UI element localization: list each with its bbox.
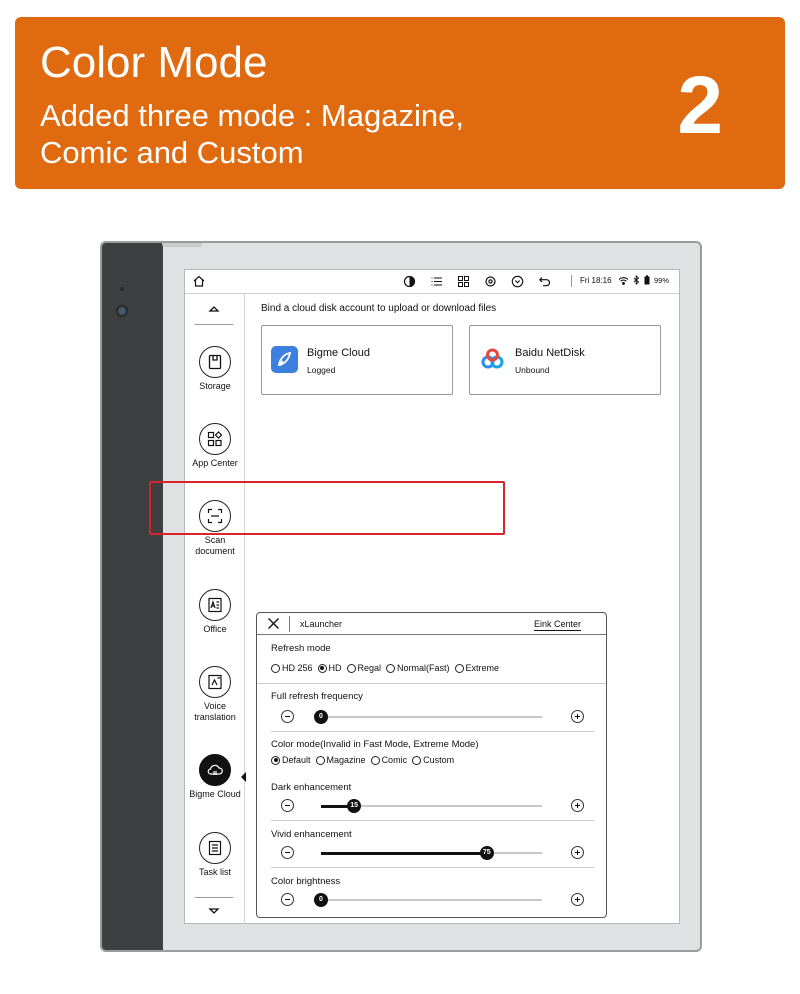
vivid-enhancement-slider[interactable] [271,845,601,861]
chevron-down-icon[interactable] [511,275,524,288]
radio-button[interactable] [318,664,327,673]
apps-icon[interactable] [457,275,470,288]
plus-icon[interactable] [571,710,584,723]
color-option-custom[interactable] [412,755,454,765]
sidebar-divider-bottom [195,897,233,898]
color-brightness-title: Color brightness [271,876,341,887]
full-refresh-slider[interactable] [271,709,601,725]
slider-knob[interactable]: 0 [314,710,328,724]
section-divider [271,867,594,868]
color-mode-options [271,755,454,765]
ereader-device [100,241,702,952]
app-center-icon [199,423,231,455]
slider-track[interactable] [321,849,542,856]
cloud-hint-text: Bind a cloud disk account to upload or download files [261,303,497,314]
sidebar-item-label: Voice translation [194,701,236,722]
plus-icon[interactable] [571,893,584,906]
banner-step-number: 2 [677,60,723,151]
option-label: Normal(Fast) [397,663,450,673]
sidebar-nav [185,294,245,925]
sidebar-item-app-center[interactable] [185,423,245,469]
eink-center-panel [256,612,607,918]
slider-knob[interactable]: 0 [314,893,328,907]
status-bar [185,270,679,294]
home-icon[interactable] [192,274,206,288]
section-divider [271,820,594,821]
device-screen [184,269,680,924]
clock: Fri 18:16 [580,276,612,285]
refresh-option-normal[interactable] [386,663,450,673]
close-icon[interactable] [267,617,280,630]
list-icon[interactable] [430,275,443,288]
panel-app-name: xLauncher [300,619,343,629]
wifi-icon [618,276,629,285]
option-label: Custom [423,755,455,765]
option-label: HD [328,663,342,673]
refresh-option-regal[interactable] [347,663,382,673]
plus-icon[interactable] [571,799,584,812]
plus-icon[interactable] [571,846,584,859]
device-power-button [162,241,202,247]
option-label: Extreme [465,663,500,673]
color-brightness-slider[interactable] [271,892,601,908]
sidebar-item-office[interactable] [185,589,245,635]
refresh-option-hd256[interactable] [271,663,313,673]
scroll-up-icon[interactable] [208,304,220,314]
sidebar-item-label: Office [203,624,227,634]
device-bezel [102,243,163,950]
card-status: Unbound [515,365,550,375]
radio-button[interactable] [371,756,380,765]
minus-icon[interactable] [281,893,294,906]
refresh-option-hd[interactable] [318,663,342,673]
system-indicators [618,275,669,285]
refresh-mode-icon[interactable] [403,275,416,288]
office-icon [199,589,231,621]
slider-track[interactable] [319,896,542,903]
active-item-pointer [241,772,246,782]
radio-button[interactable] [347,664,356,673]
color-option-magazine[interactable] [316,755,366,765]
radio-button[interactable] [316,756,325,765]
color-option-comic[interactable] [371,755,408,765]
header-divider [289,616,290,632]
sidebar-item-label: Storage [199,381,231,391]
slider-track[interactable] [321,802,542,809]
sidebar-item-label: Bigme Cloud [189,789,241,799]
storage-icon [199,346,231,378]
task-list-icon [199,832,231,864]
sidebar-item-task-list[interactable] [185,832,245,878]
option-label: Default [282,755,311,765]
settings-icon[interactable] [484,275,497,288]
bigme-cloud-card[interactable] [261,325,453,395]
card-status: Logged [307,365,336,375]
cloud-icon [199,754,231,786]
dark-enhancement-slider[interactable] [271,798,601,814]
bigme-cloud-logo-icon [271,346,298,373]
dark-enhancement-title: Dark enhancement [271,782,352,793]
tab-eink-center[interactable]: Eink Center [534,619,582,629]
battery-icon [644,275,650,285]
sidebar-item-bigme-cloud[interactable] [185,754,245,800]
sidebar-item-label: Task list [198,867,231,877]
section-divider [257,683,606,684]
radio-button[interactable] [386,664,395,673]
header-banner [15,17,785,189]
option-label: Magazine [326,755,366,765]
banner-subtitle: Added three mode : Magazine, Comic and Custom [40,98,464,170]
baidu-netdisk-logo-icon [479,346,506,373]
option-label: Regal [357,663,382,673]
refresh-mode-options [271,663,499,673]
slider-track[interactable] [319,713,542,720]
back-icon[interactable] [538,275,551,288]
sidebar-item-label: App Center [192,458,238,468]
color-mode-title: Color mode(Invalid in Fast Mode, Extreme Mode) [271,739,479,750]
refresh-mode-title: Refresh mode [271,643,331,654]
radio-button[interactable] [271,756,280,765]
option-label: Comic [381,755,408,765]
minus-icon[interactable] [281,846,294,859]
status-divider [571,275,572,287]
scroll-down-icon[interactable] [208,906,220,916]
radio-button[interactable] [271,664,280,673]
slider-knob[interactable]: 15 [347,799,361,813]
color-option-default[interactable] [271,755,311,765]
status-bar-actions [403,275,551,288]
sidebar-item-voice-translation[interactable] [185,666,245,723]
light-sensor [120,287,124,291]
option-label: HD 256 [282,663,313,673]
bluetooth-icon [633,275,640,285]
slider-knob[interactable]: 75 [480,846,494,860]
card-title: Bigme Cloud [307,347,370,359]
battery-level: 99% [654,275,670,285]
radio-button[interactable] [412,756,421,765]
vivid-enhancement-title: Vivid enhancement [271,829,352,840]
slider-fill [321,852,487,855]
sidebar-item-label: Scan document [195,535,235,556]
sidebar-item-storage[interactable] [185,346,245,392]
card-title: Baidu NetDisk [515,347,585,359]
banner-title: Color Mode [40,38,268,87]
voice-translation-icon [199,666,231,698]
refresh-option-extreme[interactable] [455,663,500,673]
baidu-netdisk-card[interactable] [469,325,661,395]
minus-icon[interactable] [281,710,294,723]
section-divider [271,731,594,732]
panel-header [257,613,606,635]
sidebar-divider-top [195,324,233,325]
full-refresh-title: Full refresh frequency [271,691,363,702]
minus-icon[interactable] [281,799,294,812]
color-mode-highlight [149,481,505,535]
camera-icon [116,305,128,317]
radio-button[interactable] [455,664,464,673]
